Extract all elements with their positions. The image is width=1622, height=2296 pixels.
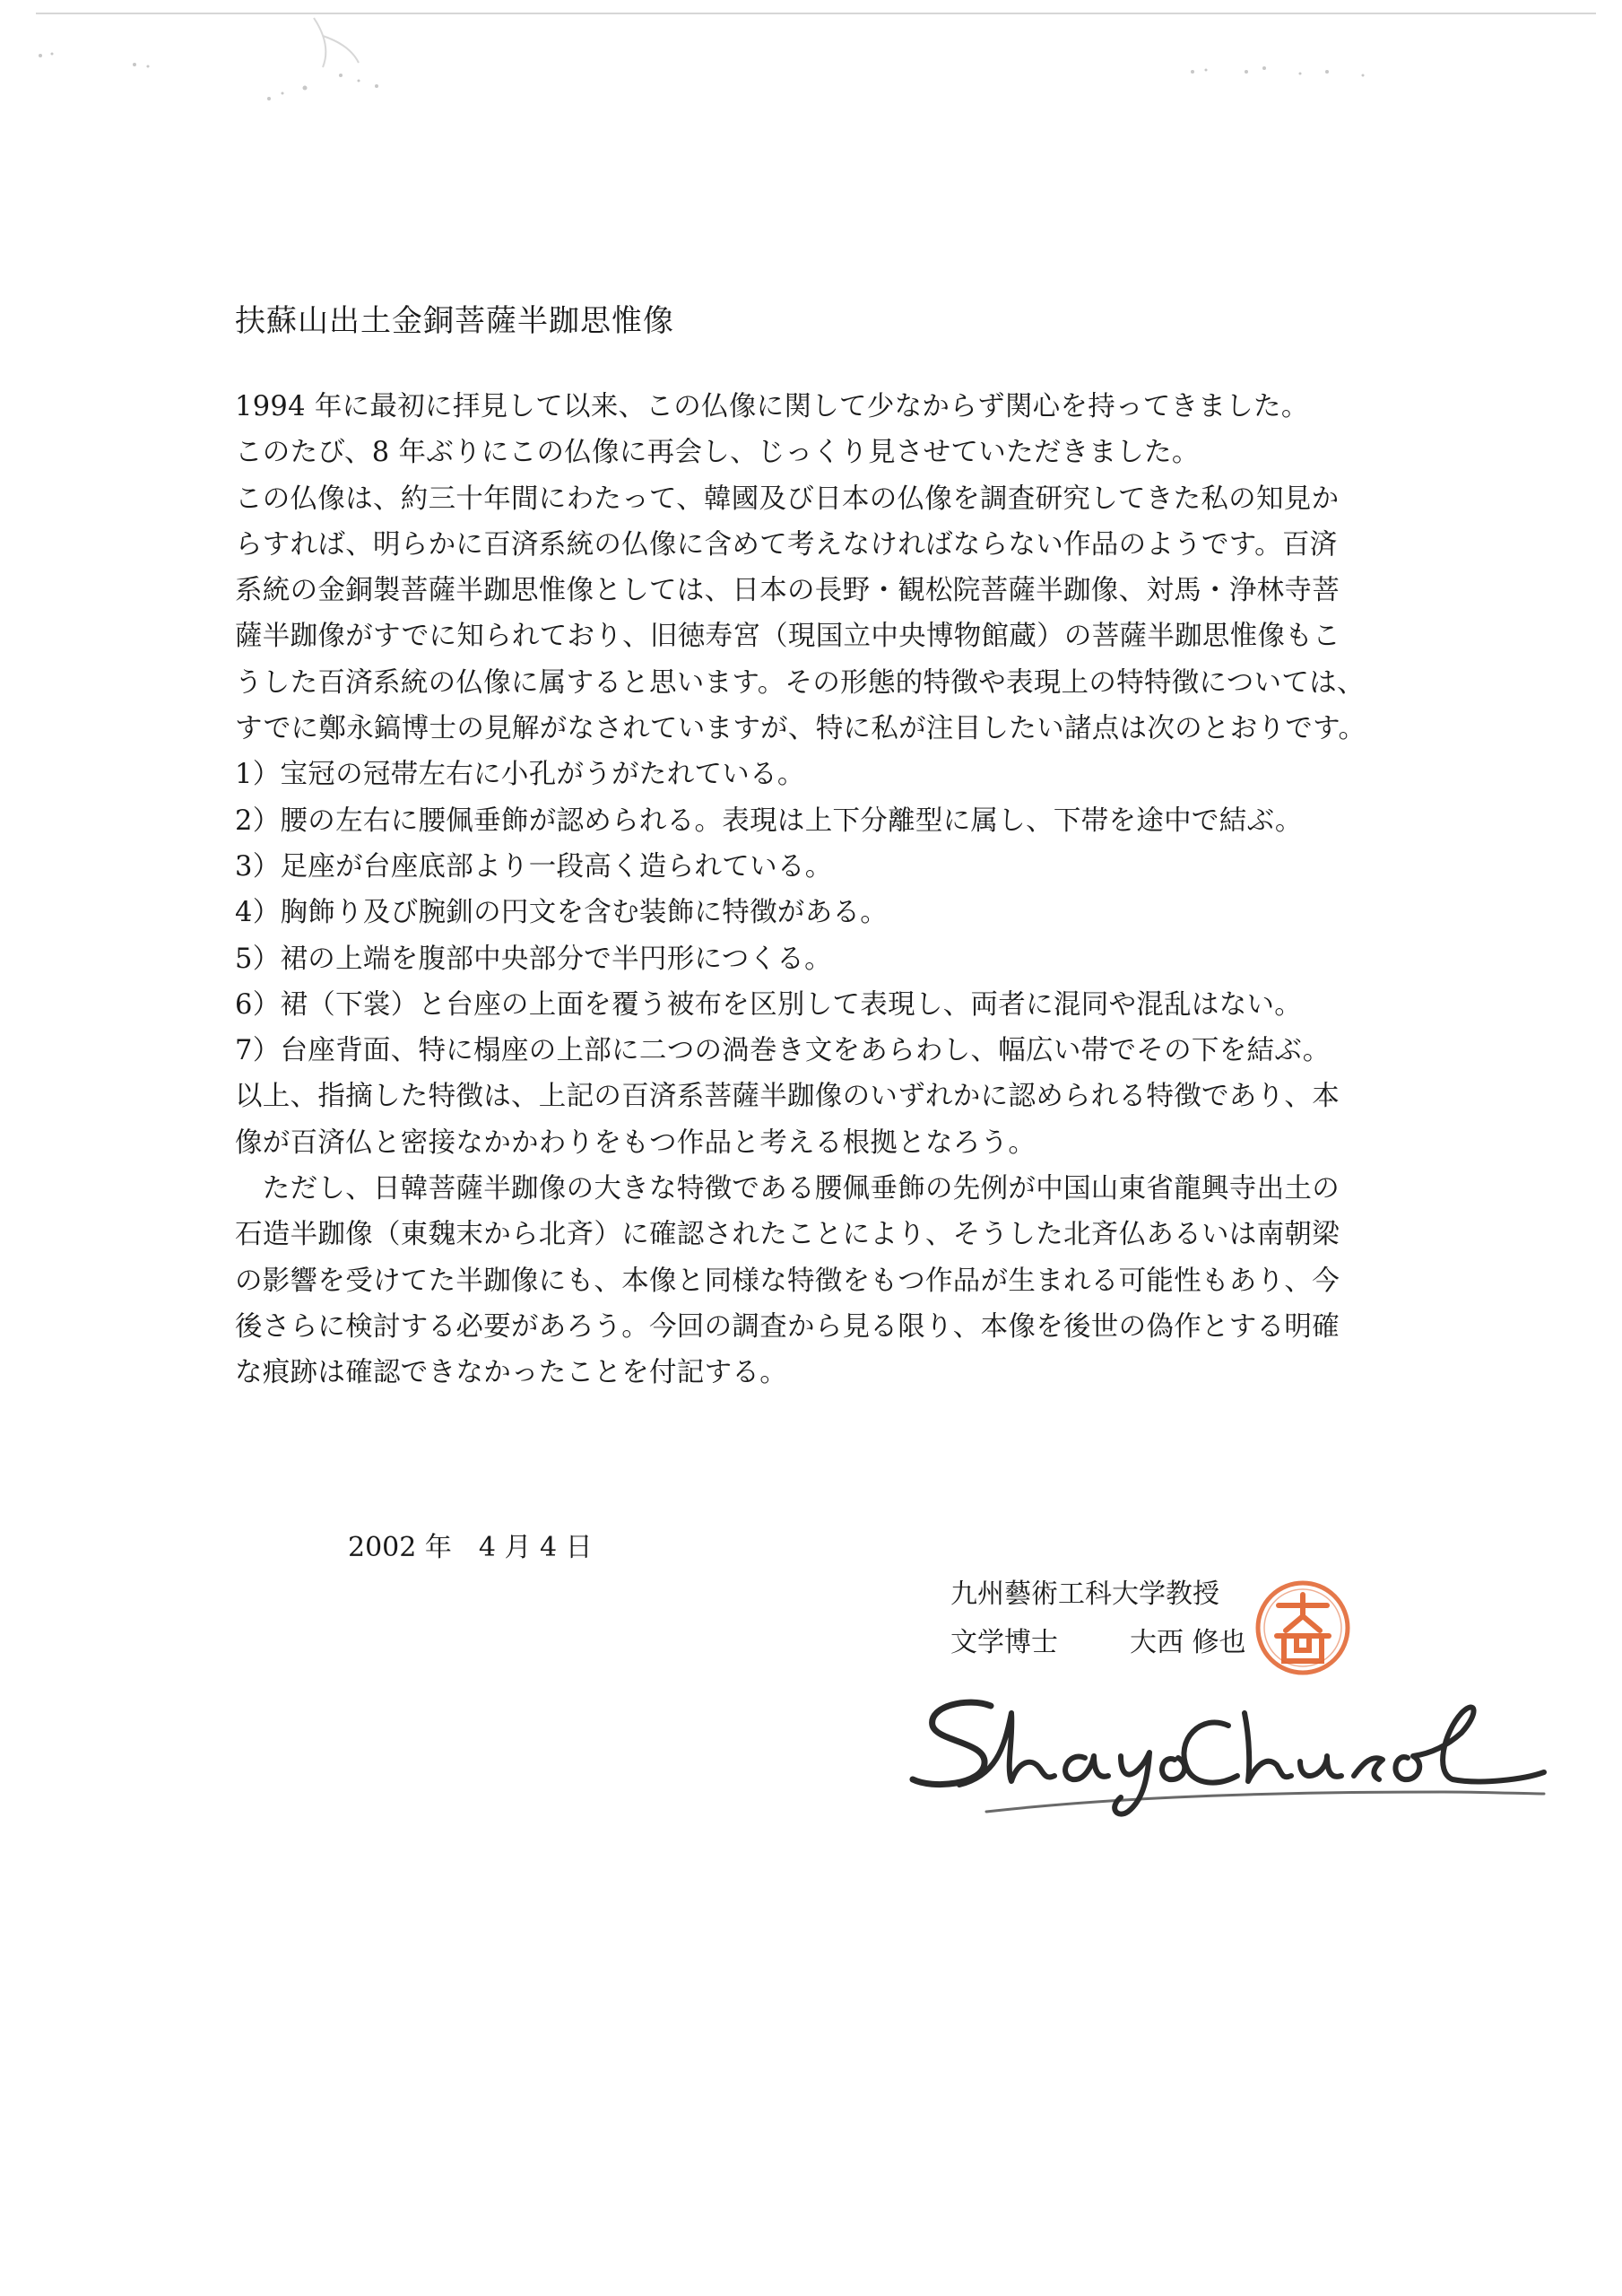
author-affiliation: 九州藝術工科大学教授 [950, 1578, 1219, 1610]
author-degree: 文学博士 [950, 1627, 1058, 1658]
body-line: すでに鄭永鎬博士の見解がなされていますが、特に私が注目したい諸点は次のとおりです。 [235, 713, 1366, 745]
body-line: の影響を受けてた半跏像にも、本像と同様な特徴をもつ作品が生まれる可能性もあり、今 [235, 1265, 1340, 1297]
body-line: 1994 年に最初に拝見して以来、この仏像に関して少なからず関心を持ってきました。 [235, 391, 1309, 422]
list-item: 1）宝冠の冠帯左右に小孔がうがたれている。 [235, 759, 805, 791]
scan-smudges [0, 0, 1622, 126]
body-line: このたび、8 年ぶりにこの仏像に再会し、じっくり見させていただきました。 [235, 437, 1200, 469]
body-line: 以上、指摘した特徴は、上記の百済系菩薩半跏像のいずれかに認められる特徴であり、本 [235, 1081, 1340, 1113]
author-credentials [950, 1620, 1246, 1659]
document-body [235, 384, 1401, 1396]
body-line: 系統の金銅製菩薩半跏思惟像としては、日本の長野・観松院菩薩半跏像、対馬・浄林寺菩 [235, 575, 1340, 607]
body-line: ただし、日韓菩薩半跏像の大きな特徴である腰佩垂飾の先例が中国山東省龍興寺出土の [235, 1173, 1340, 1205]
body-line: 薩半跏像がすでに知られており、旧徳寿宮（現国立中央博物館蔵）の菩薩半跏思惟像もこ [235, 621, 1340, 653]
list-item: 2）腰の左右に腰佩垂飾が認められる。表現は上下分離型に属し、下帯を途中で結ぶ。 [235, 804, 1303, 837]
list-item: 3）足座が台座底部より一段高く造られている。 [235, 850, 833, 883]
body-line: な痕跡は確認できなかったことを付記する。 [235, 1357, 787, 1389]
list-item: 7）台座背面、特に榻座の上部に二つの渦巻き文をあらわし、幅広い帯でその下を結ぶ。 [235, 1035, 1331, 1067]
handwritten-signature [906, 1686, 1551, 1821]
body-line: この仏像は、約三十年間にわたって、韓國及び日本の仏像を調査研究してきた私の知見か [235, 483, 1340, 515]
document-date: 2002 年 4 月 4 日 [348, 1532, 593, 1563]
body-line: 石造半跏像（東魏末から北斉）に確認されたことにより、そうした北斉仏あるいは南朝梁 [235, 1219, 1340, 1251]
author-name: 大西 修也 [1130, 1627, 1246, 1658]
seal-stamp [1253, 1578, 1352, 1677]
body-line: 像が百済仏と密接なかかわりをもつ作品と考える根拠となろう。 [235, 1126, 1037, 1159]
body-line: 後さらに検討する必要があろう。今回の調査から見る限り、本像を後世の偽作とする明確 [235, 1310, 1340, 1343]
body-line: うした百済系統の仏像に属すると思います。その形態的特徴や表現上の特特徴については、 [235, 666, 1365, 699]
list-item: 4）胸飾り及び腕釧の円文を含む装飾に特徴がある。 [235, 897, 889, 929]
body-line: らすれば、明らかに百済系統の仏像に含めて考えなければならない作品のようです。百済 [235, 528, 1338, 561]
list-item: 6）裙（下裳）と台座の上面を覆う被布を区別して表現し、両者に混同や混乱はない。 [235, 988, 1303, 1021]
document-title: 扶蘇山出土金銅菩薩半跏思惟像 [235, 303, 674, 339]
list-item: 5）裙の上端を腹部中央部分で半円形につくる。 [235, 943, 832, 975]
